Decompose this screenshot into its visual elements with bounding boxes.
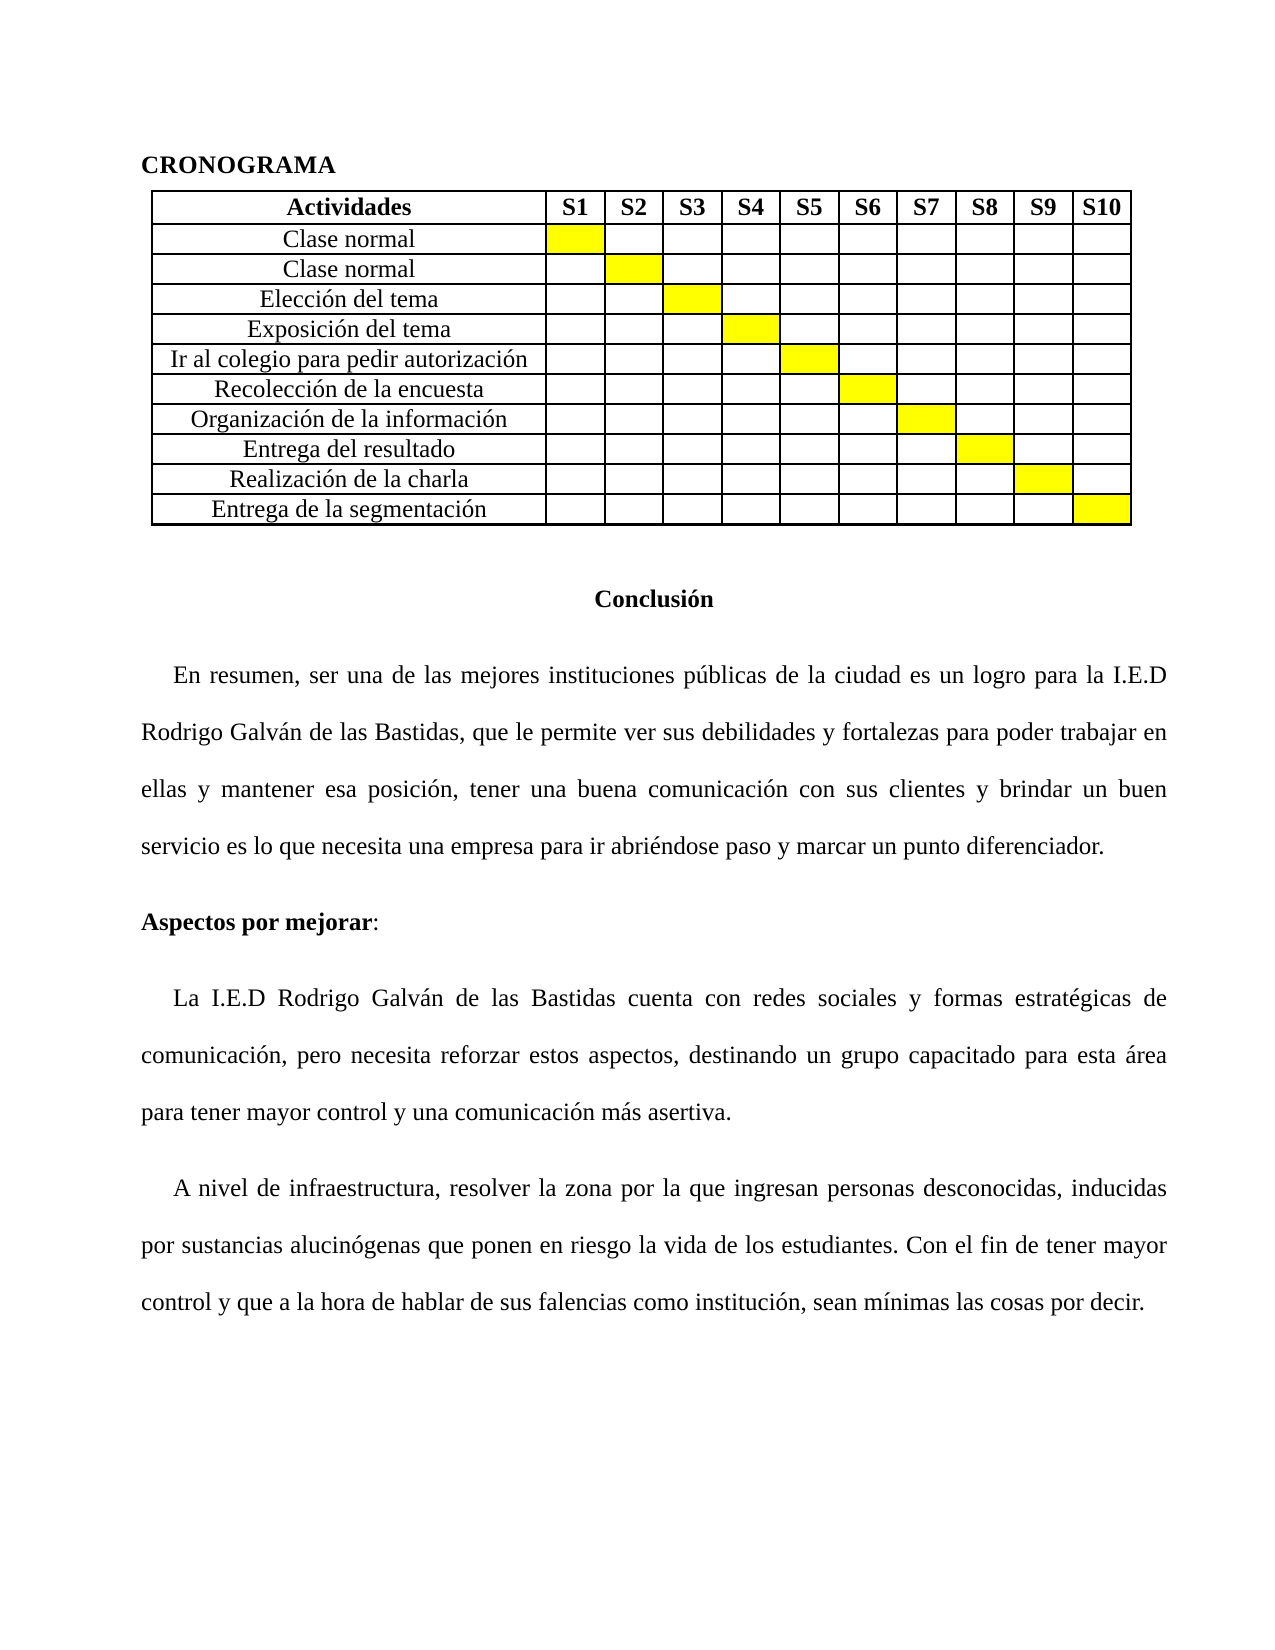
week-cell (1014, 344, 1073, 374)
week-cell (839, 344, 898, 374)
week-cell (839, 404, 898, 434)
week-cell-highlighted (956, 434, 1015, 464)
week-cell (780, 224, 839, 254)
week-cell (546, 404, 605, 434)
week-cell (956, 464, 1015, 494)
table-row (152, 254, 1131, 284)
week-cell (1014, 224, 1073, 254)
activity-cell: Recolección de la encuesta (152, 374, 546, 404)
week-cell (722, 494, 781, 525)
activity-cell: Exposición del tema (152, 314, 546, 344)
week-cell (546, 254, 605, 284)
week-cell (897, 284, 956, 314)
week-cell-highlighted (839, 374, 898, 404)
week-cell (956, 344, 1015, 374)
activities-header: Actividades (152, 191, 546, 224)
week-header: S1 (546, 191, 605, 224)
week-header: S10 (1073, 191, 1132, 224)
week-cell (956, 374, 1015, 404)
week-cell (780, 494, 839, 525)
week-cell (605, 374, 664, 404)
week-cell (605, 224, 664, 254)
week-cell (897, 464, 956, 494)
week-cell (1073, 344, 1132, 374)
week-cell (722, 374, 781, 404)
table-row (152, 284, 1131, 314)
table-row (152, 494, 1131, 525)
week-cell (839, 434, 898, 464)
week-cell (722, 464, 781, 494)
week-cell (1073, 254, 1132, 284)
activity-cell: Elección del tema (152, 284, 546, 314)
table-row (152, 464, 1131, 494)
week-cell (956, 254, 1015, 284)
week-cell (663, 374, 722, 404)
week-cell-highlighted (546, 224, 605, 254)
week-cell (663, 314, 722, 344)
week-cell (1073, 434, 1132, 464)
week-cell (780, 404, 839, 434)
week-cell (839, 494, 898, 525)
week-cell (605, 344, 664, 374)
week-cell-highlighted (897, 404, 956, 434)
week-cell (897, 344, 956, 374)
activity-cell: Clase normal (152, 224, 546, 254)
week-cell (956, 404, 1015, 434)
week-cell-highlighted (605, 254, 664, 284)
conclusion-heading: Conclusión (594, 586, 714, 613)
week-cell (663, 344, 722, 374)
week-cell (546, 434, 605, 464)
week-cell (780, 464, 839, 494)
week-cell (1073, 404, 1132, 434)
page-title: CRONOGRAMA (141, 152, 337, 179)
table-row (152, 344, 1131, 374)
activity-cell: Realización de la charla (152, 464, 546, 494)
aspects-heading (141, 894, 1167, 951)
week-cell (897, 434, 956, 464)
activity-cell: Ir al colegio para pedir autorización (152, 344, 546, 374)
week-cell (605, 314, 664, 344)
aspects-paragraph-2: A nivel de infraestructura, resolver la zona por la que ingresan personas desconocidas, inducidas por sustancias alucinógenas que ponen en riesgo la vida de los estudiantes. Con el fin de tener mayor control y que a la hora de hablar de sus falencias como institución, sean mínimas las cosas por decir. (141, 1175, 1167, 1316)
document-content (141, 0, 1167, 1350)
table-row (152, 224, 1131, 254)
week-cell (722, 284, 781, 314)
week-cell (1014, 434, 1073, 464)
table-row (152, 374, 1131, 404)
week-cell (1073, 224, 1132, 254)
week-cell (897, 314, 956, 344)
week-cell (1014, 404, 1073, 434)
aspects-paragraph-1: La I.E.D Rodrigo Galván de las Bastidas cuenta con redes sociales y formas estratégicas de comunicación, pero necesita reforzar estos aspectos, destinando un grupo capacitado para esta área para tener mayor control y una comunicación más asertiva. (141, 985, 1167, 1126)
week-cell (722, 254, 781, 284)
week-cell (780, 434, 839, 464)
week-cell (839, 254, 898, 284)
aspects-heading-colon: : (372, 909, 380, 936)
week-cell (897, 224, 956, 254)
week-cell (839, 284, 898, 314)
table-header-row (152, 191, 1131, 224)
table-row (152, 404, 1131, 434)
week-cell (1014, 284, 1073, 314)
week-cell (1014, 254, 1073, 284)
week-cell (663, 224, 722, 254)
week-cell (605, 284, 664, 314)
week-cell (663, 254, 722, 284)
week-cell (1073, 314, 1132, 344)
week-cell (1014, 314, 1073, 344)
week-cell (722, 224, 781, 254)
week-cell (956, 284, 1015, 314)
week-cell (956, 224, 1015, 254)
week-header: S9 (1014, 191, 1073, 224)
schedule-table (151, 190, 1132, 526)
week-header: S5 (780, 191, 839, 224)
activity-cell: Entrega de la segmentación (152, 494, 546, 525)
week-cell-highlighted (780, 344, 839, 374)
table-row (152, 434, 1131, 464)
week-cell (546, 344, 605, 374)
week-cell (546, 314, 605, 344)
week-cell (722, 434, 781, 464)
week-cell (780, 254, 839, 284)
week-cell (839, 314, 898, 344)
week-cell (663, 494, 722, 525)
activity-cell: Organización de la información (152, 404, 546, 434)
week-cell (663, 434, 722, 464)
week-cell (1073, 374, 1132, 404)
week-cell (780, 314, 839, 344)
week-cell-highlighted (1073, 494, 1132, 525)
week-cell (839, 224, 898, 254)
week-cell (897, 254, 956, 284)
week-cell (839, 464, 898, 494)
week-cell (546, 494, 605, 525)
week-header: S7 (897, 191, 956, 224)
week-cell (780, 374, 839, 404)
week-header: S4 (722, 191, 781, 224)
week-cell (663, 404, 722, 434)
table-row (152, 314, 1131, 344)
week-cell (956, 314, 1015, 344)
week-cell (897, 374, 956, 404)
week-cell (1073, 464, 1132, 494)
week-header: S8 (956, 191, 1015, 224)
week-cell (1073, 284, 1132, 314)
week-cell (1014, 374, 1073, 404)
week-cell (1014, 494, 1073, 525)
week-cell (605, 404, 664, 434)
week-cell (956, 494, 1015, 525)
week-cell (605, 494, 664, 525)
week-header: S2 (605, 191, 664, 224)
week-cell-highlighted (1014, 464, 1073, 494)
week-cell-highlighted (722, 314, 781, 344)
week-cell (722, 404, 781, 434)
conclusion-paragraph: En resumen, ser una de las mejores instituciones públicas de la ciudad es un logro para la I.E.D Rodrigo Galván de las Bastidas, que le permite ver sus debilidades y fortalezas para poder trabajar en ellas y mantener esa posición, tener una buena comunicación con sus clientes y brindar un buen servicio es lo que necesita una empresa para ir abriéndose paso y marcar un punto diferenciador. (141, 662, 1167, 860)
activity-cell: Clase normal (152, 254, 546, 284)
activity-cell: Entrega del resultado (152, 434, 546, 464)
week-header: S6 (839, 191, 898, 224)
week-cell (780, 284, 839, 314)
week-cell (546, 284, 605, 314)
week-cell (663, 464, 722, 494)
week-header: S3 (663, 191, 722, 224)
aspects-heading-label: Aspectos por mejorar (141, 909, 373, 936)
week-cell-highlighted (663, 284, 722, 314)
week-cell (546, 374, 605, 404)
week-cell (897, 494, 956, 525)
week-cell (722, 344, 781, 374)
week-cell (605, 464, 664, 494)
week-cell (546, 464, 605, 494)
week-cell (605, 434, 664, 464)
